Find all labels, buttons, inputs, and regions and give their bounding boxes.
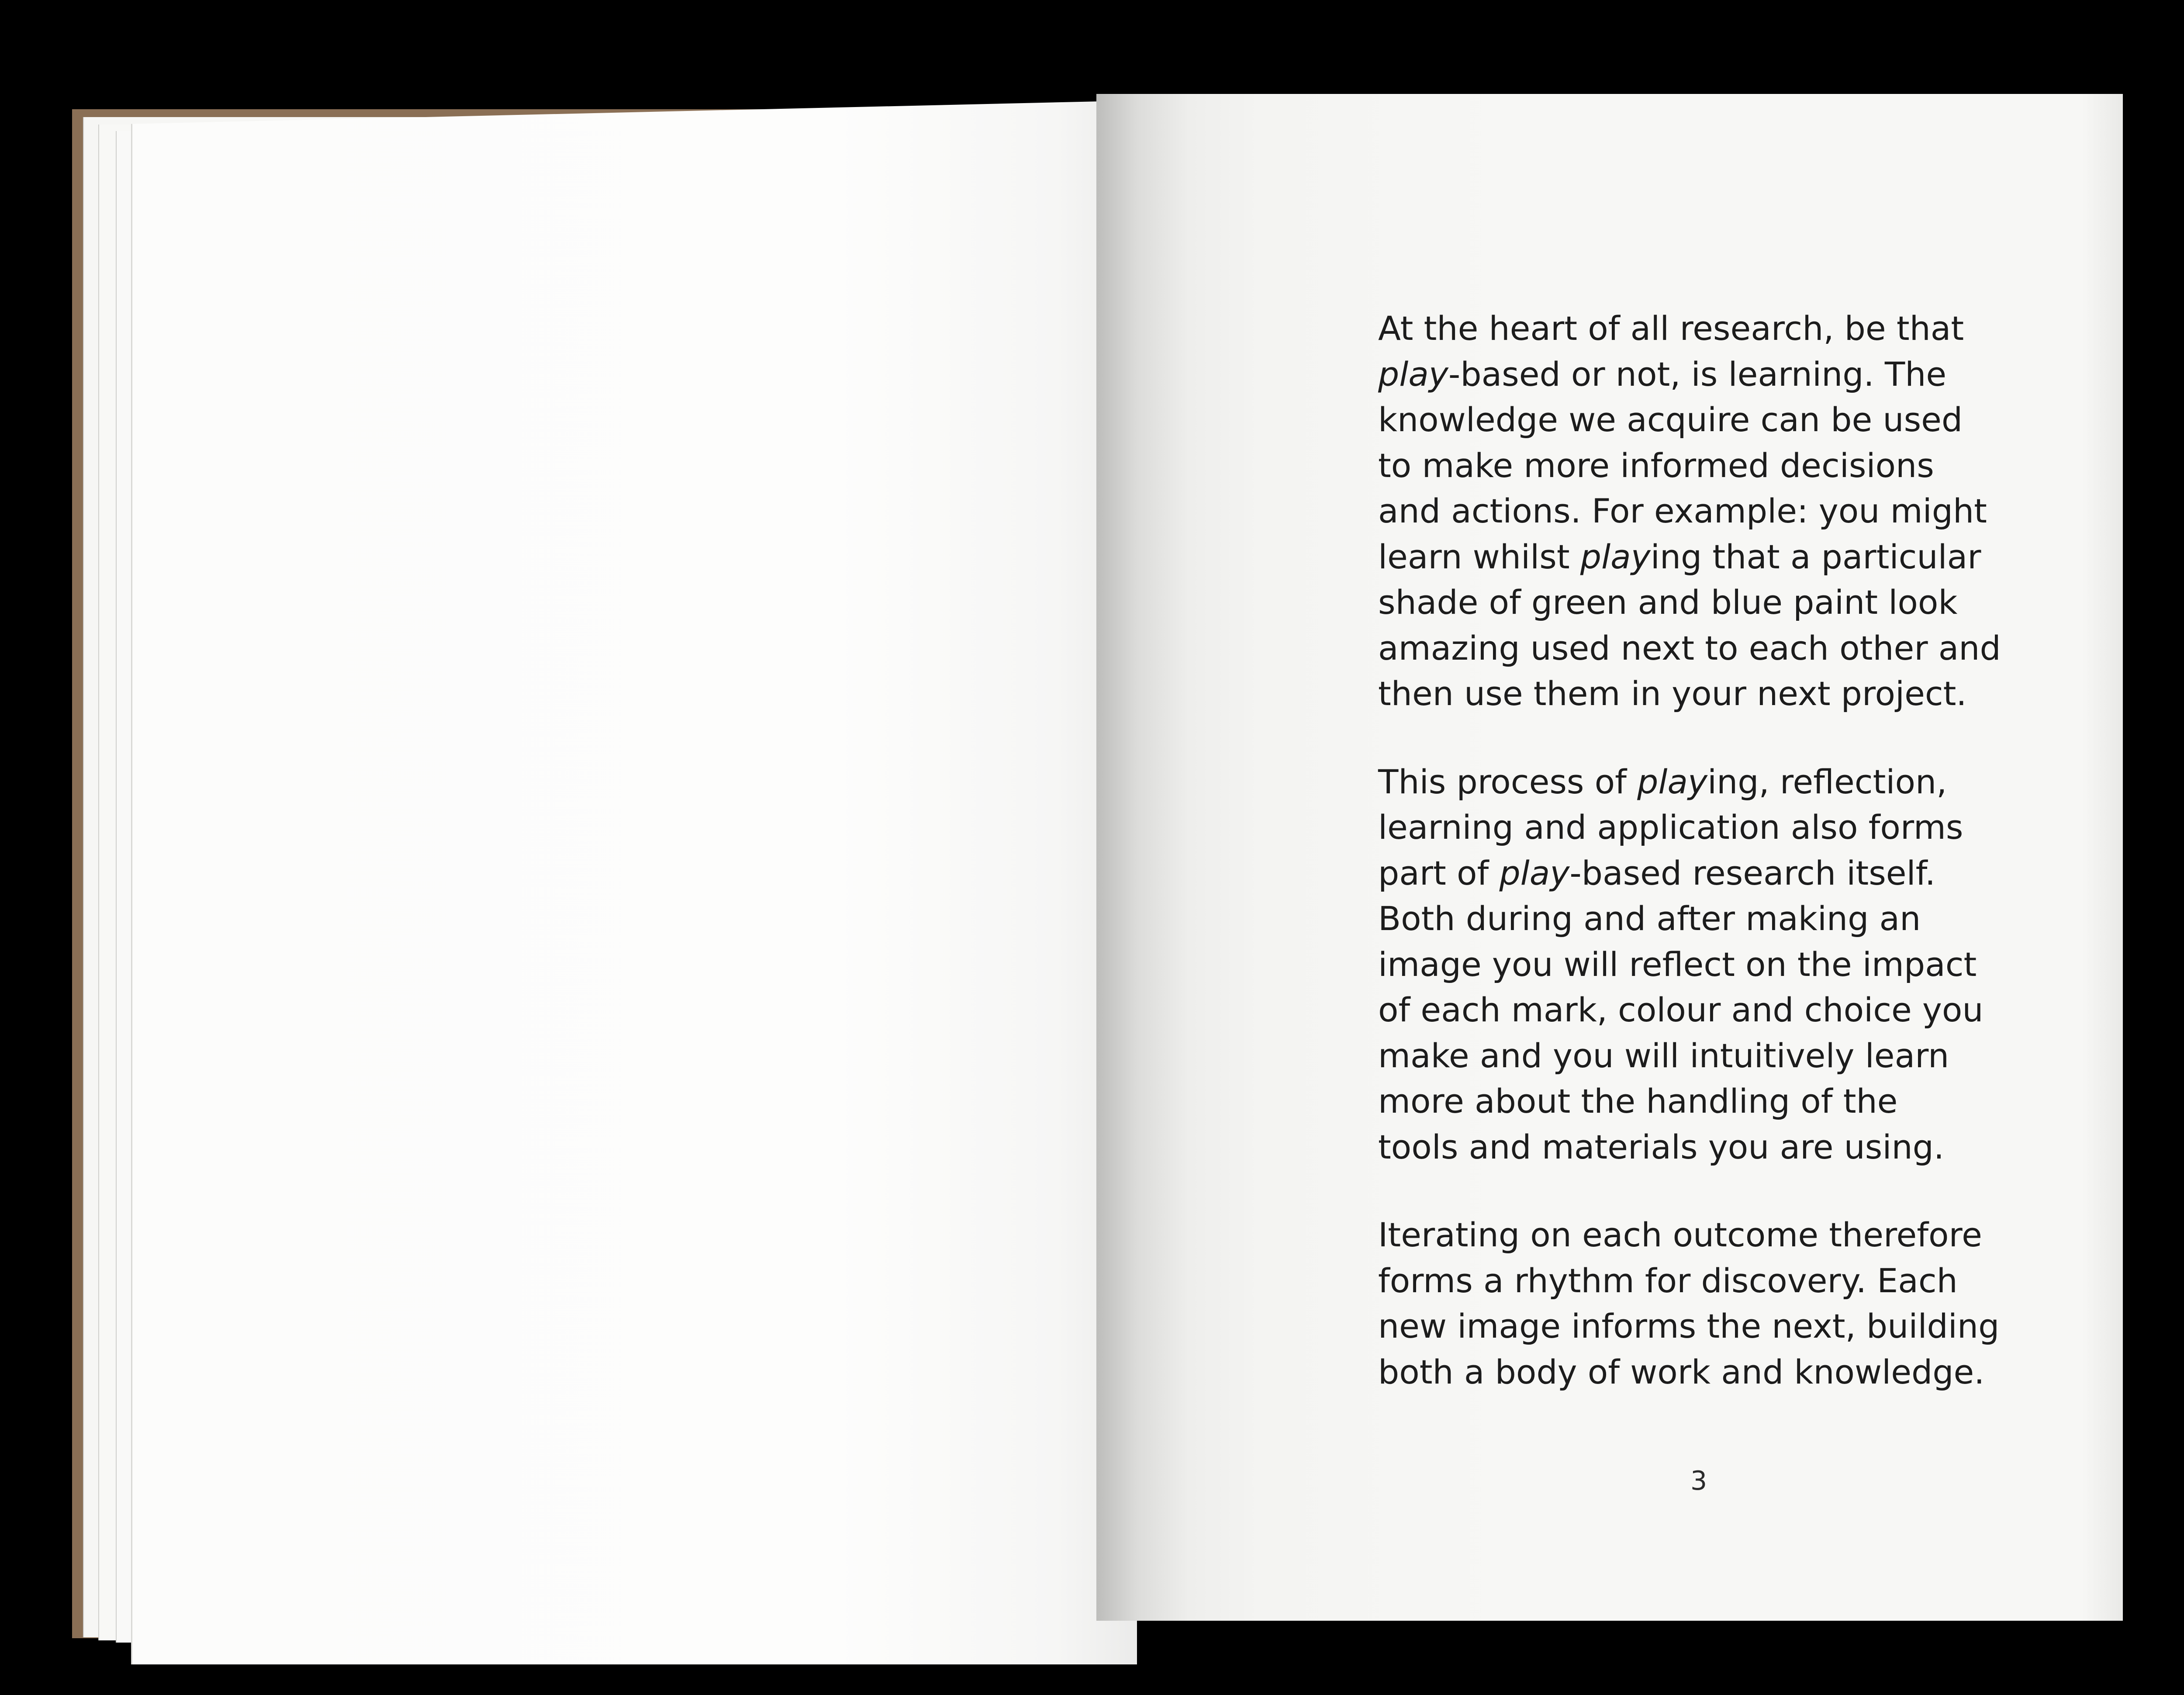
text-line [1378,534,2033,580]
text-line: both a body of work and knowledge. [1378,1352,1985,1391]
text-run: ing, reflection, [1707,762,1947,801]
text-line: to make more informed decisions [1378,446,1934,485]
italic-word: play [1499,853,1570,892]
text-line: new image informs the next, building [1378,1307,2000,1346]
text-run: -based research itself. [1569,853,1936,892]
text-line [1378,352,2033,398]
page-number: 3 [1690,1466,1707,1496]
paragraph-1 [1378,306,2033,717]
text-line: Iterating on each outcome therefore [1378,1215,1982,1254]
text-run: ing that a particular [1650,537,1981,576]
text-line: forms a rhythm for discovery. Each [1378,1261,1958,1300]
text-line: and actions. For example: you might [1378,491,1987,530]
text-line: then use them in your next project. [1378,674,1967,713]
paragraph-3 [1378,1212,2033,1395]
italic-word: play [1378,354,1448,394]
text-line: learning and application also forms [1378,808,1963,847]
italic-word: play [1580,537,1651,576]
text-line: shade of green and blue paint look [1378,583,1958,622]
text-line: At the heart of all research, be that [1378,309,1964,348]
body-text [1378,306,2033,1437]
text-line: tools and materials you are using. [1378,1127,1945,1166]
italic-word: play [1637,762,1707,801]
text-run: learn whilst [1378,537,1580,576]
paragraph-2 [1378,759,2033,1170]
text-run: This process of [1378,762,1638,801]
text-line [1378,851,2033,896]
left-page-blank [131,100,1137,1664]
text-line: knowledge we acquire can be used [1378,400,1963,439]
text-line: make and you will intuitively learn [1378,1036,1949,1075]
text-run: -based or not, is learning. The [1448,354,1947,394]
text-line: amazing used next to each other and [1378,628,2001,668]
text-line [1378,759,2033,805]
text-line: of each mark, colour and choice you [1378,990,1984,1029]
text-line: image you will reflect on the impact [1378,944,1977,984]
text-run: part of [1378,853,1500,892]
text-line: Both during and after making an [1378,899,1921,938]
text-line: more about the handling of the [1378,1082,1898,1121]
